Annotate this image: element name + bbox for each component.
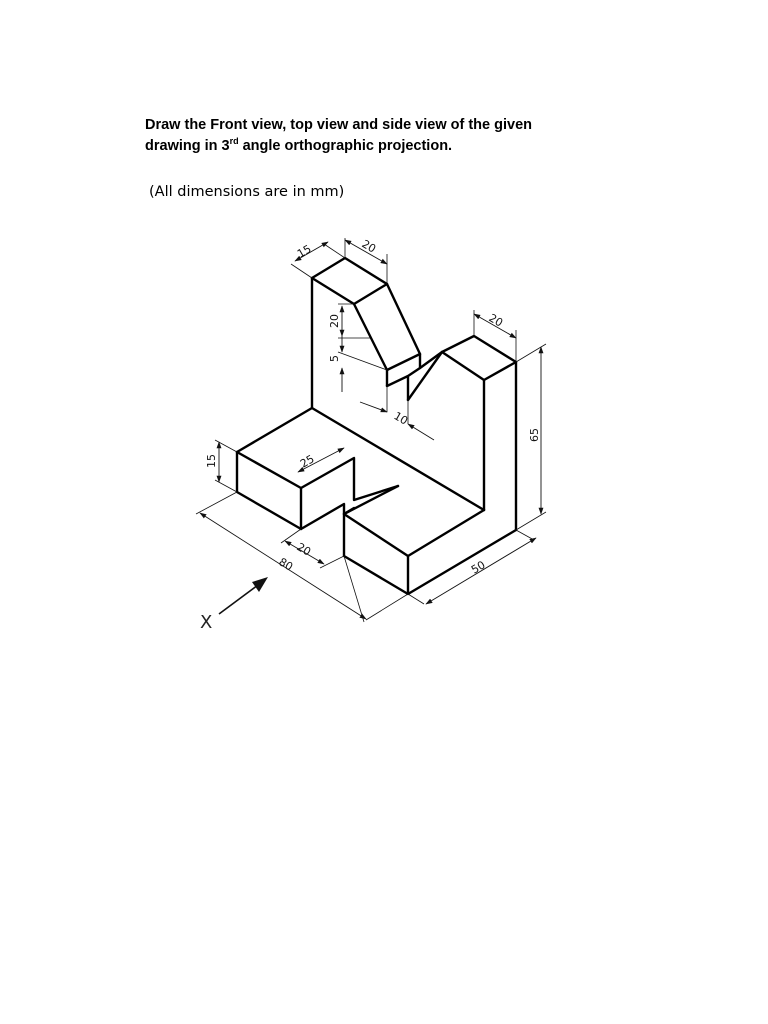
right-post-top <box>442 336 516 380</box>
instruction-superscript: rd <box>229 136 239 146</box>
dimensions-note: (All dimensions are in mm) <box>149 184 345 200</box>
dim-slot-gap: 10 <box>391 409 411 428</box>
base-left-front <box>237 452 301 529</box>
dim-slot-step: 5 <box>328 355 341 362</box>
dim-cutout-width: 25 <box>298 452 317 471</box>
dim-total-height: 65 <box>528 428 541 442</box>
view-direction-label: X <box>200 612 213 633</box>
instruction-line-2b: angle orthographic projection. <box>238 138 453 154</box>
dim-right-post-width: 20 <box>486 311 506 330</box>
dim-total-depth: 50 <box>469 558 488 577</box>
object-edges <box>237 258 516 594</box>
slot-incline-front <box>354 304 387 386</box>
instruction-line-1: Draw the Front view, top view and side view of the given <box>145 117 533 133</box>
right-post-front <box>484 362 516 530</box>
dim-cutout-length: 20 <box>294 540 314 559</box>
dim-base-height: 15 <box>205 454 218 468</box>
top-face <box>312 258 387 304</box>
base-left-top <box>237 408 398 500</box>
base-right-front <box>344 514 516 594</box>
dim-total-length: 80 <box>276 555 296 574</box>
right-post-left <box>408 352 442 400</box>
dim-top-thickness: 15 <box>295 242 314 261</box>
dimension-lines <box>196 238 546 622</box>
view-arrow-head-icon <box>252 577 268 592</box>
instruction-line-2a: drawing in 3 <box>145 138 230 154</box>
view-direction-indicator <box>200 577 268 633</box>
dim-top-width: 20 <box>359 237 379 256</box>
dim-slot-depth: 20 <box>328 314 341 328</box>
